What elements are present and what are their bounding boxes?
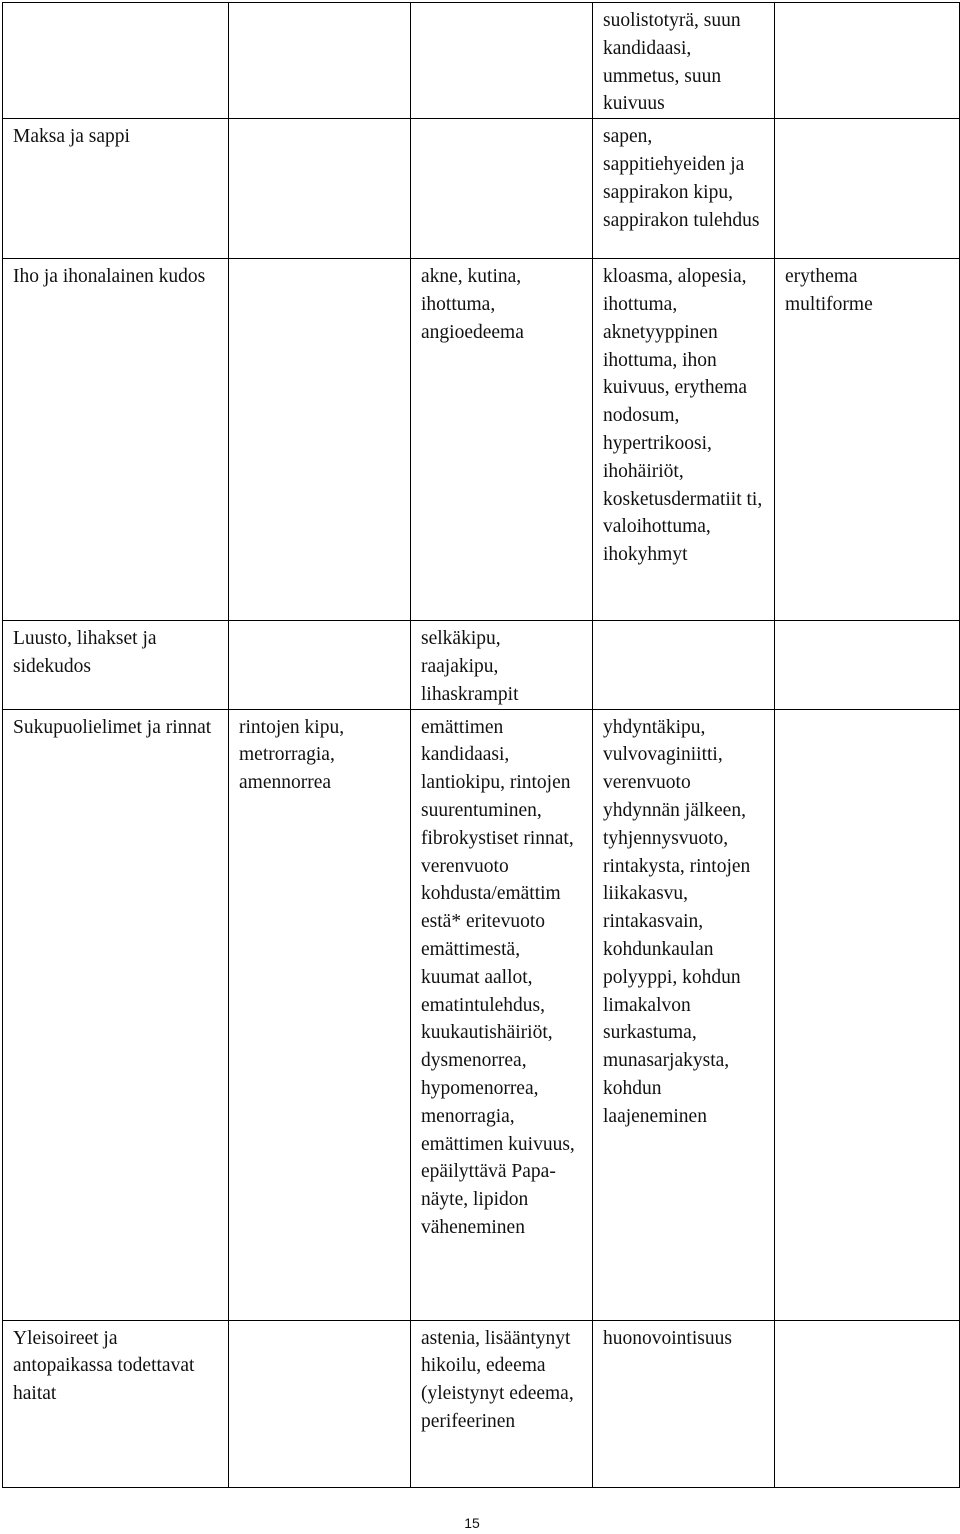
table-row xyxy=(3,709,960,1320)
table-cell xyxy=(229,119,411,259)
table-cell: sapen, sappitiehyeiden ja sappirakon kipu, sappirakon tulehdus xyxy=(593,119,775,259)
adverse-effects-table xyxy=(2,2,960,1488)
table-row xyxy=(3,1320,960,1487)
table-cell: rintojen kipu, metrorragia, amennorrea xyxy=(229,709,411,1320)
table-cell: akne, kutina, ihottuma, angioedeema xyxy=(411,259,593,621)
table-row xyxy=(3,259,960,621)
table-cell xyxy=(229,1320,411,1487)
page-number: 15 xyxy=(464,1515,480,1531)
table-cell xyxy=(411,3,593,119)
organ-class-cell: Luusto, lihakset ja sidekudos xyxy=(3,621,229,709)
table-cell xyxy=(229,3,411,119)
table-cell: erythema multiforme xyxy=(775,259,960,621)
table-cell: yhdyntäkipu, vulvovaginiitti, verenvuoto yhdynnän jälkeen, tyhjennysvuoto, rintakysta, rintojen liikakasvu, rintakasvain, kohdunkaulan polyyppi, kohdun limakalvon surkastuma, munasarjakysta, kohdun laajeneminen xyxy=(593,709,775,1320)
table-cell: selkäkipu, raajakipu, lihaskrampit xyxy=(411,621,593,709)
organ-class-cell: Maksa ja sappi xyxy=(3,119,229,259)
table-cell xyxy=(775,3,960,119)
table-cell: emättimen kandidaasi, lantiokipu, rintojen suurentuminen, fibrokystiset rinnat, verenvuoto kohdusta/emättim estä* eritevuoto emättimestä, kuumat aallot, ematintulehdus, kuukautishäiriöt, dysmenorrea, hypomenorrea, menorragia, emättimen kuivuus, epäilyttävä Papa-näyte, lipidon väheneminen xyxy=(411,709,593,1320)
organ-class-cell: Yleisoireet ja antopaikassa todettavat haitat xyxy=(3,1320,229,1487)
table-cell xyxy=(775,1320,960,1487)
table-cell xyxy=(775,709,960,1320)
table-row xyxy=(3,621,960,709)
table-row xyxy=(3,119,960,259)
table-cell: suolistotyrä, suun kandidaasi, ummetus, suun kuivuus xyxy=(593,3,775,119)
organ-class-cell: Iho ja ihonalainen kudos xyxy=(3,259,229,621)
table-cell xyxy=(229,621,411,709)
table-cell xyxy=(775,621,960,709)
table-cell: kloasma, alopesia, ihottuma, aknetyyppinen ihottuma, ihon kuivuus, erythema nodosum, hypertrikoosi, ihohäiriöt, kosketusdermatiit ti, valoihottuma, ihokyhmyt xyxy=(593,259,775,621)
table-cell xyxy=(593,621,775,709)
table-cell xyxy=(229,259,411,621)
table-cell: huonovointisuus xyxy=(593,1320,775,1487)
table-cell xyxy=(775,119,960,259)
organ-class-cell xyxy=(3,3,229,119)
organ-class-cell: Sukupuolielimet ja rinnat xyxy=(3,709,229,1320)
table-cell xyxy=(411,119,593,259)
table-row xyxy=(3,3,960,119)
table-cell: astenia, lisääntynyt hikoilu, edeema (yleistynyt edeema, perifeerinen xyxy=(411,1320,593,1487)
